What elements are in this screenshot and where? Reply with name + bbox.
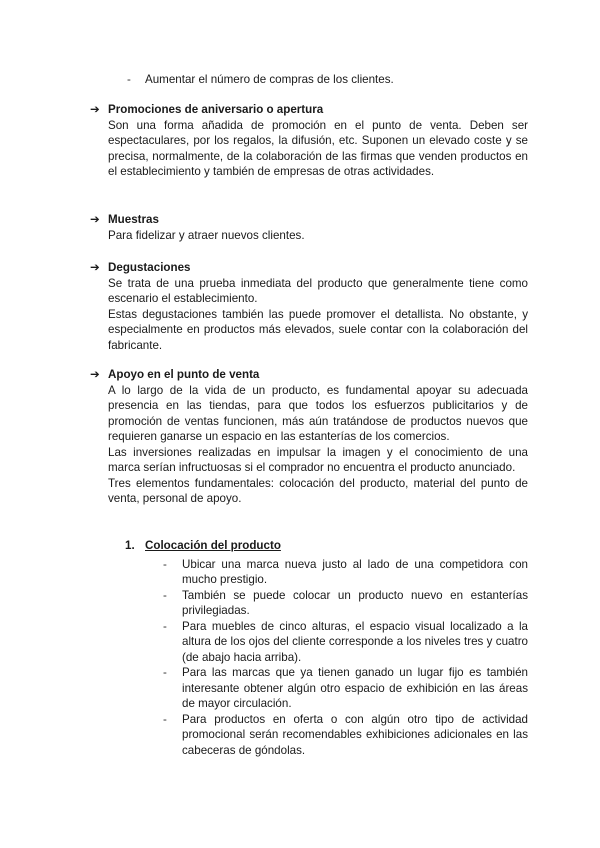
list-item: - Ubicar una marca nueva justo al lado de una competidora con mucho prestigio. [163, 557, 528, 586]
list-item: - Para productos en oferta o con algún otro tipo de actividad promocional serán recomendables exhibiciones adicionales en las cabeceras de góndolas. [163, 712, 528, 757]
section-title: Muestras [108, 213, 159, 226]
dash-marker: - [163, 557, 167, 571]
arrow-icon: ➔ [90, 261, 100, 274]
section-degustaciones [90, 260, 528, 353]
numbered-section [125, 538, 528, 758]
arrow-icon: ➔ [90, 213, 100, 226]
intro-bullet-text: Aumentar el número de compras de los clientes. [145, 73, 394, 86]
numbered-title: Colocación del producto [145, 539, 281, 552]
paragraph: Estas degustaciones también las puede promover el detallista. No obstante, y especialmente en productos más elevados, suele contar con la colaboración del fabricante. [108, 307, 528, 352]
paragraph: A lo largo de la vida de un producto, es fundamental apoyar su adecuada presencia en las tiendas, para que todos los esfuerzos publicitarios y de promoción de ventas funcionen, más aún tratándose de productos nuevos que requieren ganarse un espacio en las estanterías de los comercios. [108, 383, 528, 443]
section-muestras [90, 212, 528, 243]
paragraph: Para fidelizar y atraer nuevos clientes. [108, 228, 305, 242]
arrow-icon: ➔ [90, 368, 100, 381]
section-title: Degustaciones [108, 261, 191, 274]
dash-marker: - [127, 73, 131, 86]
section-apoyo [90, 367, 528, 507]
dash-marker: - [163, 666, 167, 679]
list-number: 1. [125, 539, 135, 552]
section-promociones [90, 102, 528, 180]
paragraph: Son una forma añadida de promoción en el punto de venta. Deben ser espectaculares, por los regalos, la difusión, etc. Suponen un elevado coste y se precisa, normalmente, de la colaboración de las firmas que venden productos en el establecimiento y también de empresas de otras actividades. [108, 118, 528, 178]
list-item: - También se puede colocar un producto nuevo en estanterías privilegiadas. [163, 588, 528, 617]
dash-marker: - [163, 712, 167, 726]
section-title: Promociones de aniversario o apertura [108, 103, 324, 116]
list-item: - Para las marcas que ya tienen ganado un lugar fijo es también interesante obtener algún otro espacio de exhibición en las áreas de mayor circulación. [163, 666, 528, 710]
dash-marker: - [163, 619, 167, 633]
bullet-list [163, 557, 528, 759]
section-title: Apoyo en el punto de venta [108, 368, 260, 381]
dash-marker: - [163, 588, 167, 602]
paragraph: Tres elementos fundamentales: colocación del producto, material del punto de venta, personal de apoyo. [108, 476, 528, 505]
paragraph: Se trata de una prueba inmediata del producto que generalmente tiene como escenario el establecimiento. [108, 276, 528, 305]
list-item: - Para muebles de cinco alturas, el espacio visual localizado a la altura de los ojos del cliente corresponde a los niveles tres y cuatro (de abajo hacia arriba). [163, 619, 528, 664]
paragraph: Las inversiones realizadas en impulsar la imagen y el conocimiento de una marca serían infructuosas si el comprador no encuentra el producto anunciado. [108, 445, 528, 474]
arrow-icon: ➔ [90, 103, 100, 116]
